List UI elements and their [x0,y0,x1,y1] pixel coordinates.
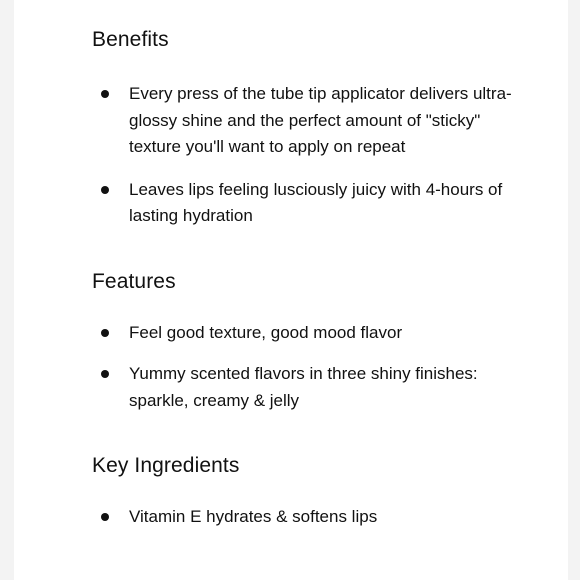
benefits-section [92,26,512,230]
bullet-dot-icon [101,370,109,378]
benefits-list-item [92,177,512,230]
benefits-item-text: Every press of the tube tip applicator delivers ultra-glossy shine and the perfect amount of "sticky" texture you'll want to apply on repeat [129,84,512,156]
bullet-dot-icon [101,186,109,194]
benefits-list [92,81,512,230]
features-section [92,268,512,415]
features-heading: Features [92,269,176,293]
key-ingredients-item-text: Vitamin E hydrates & softens lips [129,507,378,526]
features-item-text: Feel good texture, good mood flavor [129,322,403,342]
key-ingredients-list-item [92,504,512,531]
left-edge-panel [0,0,14,580]
features-list-item [92,361,512,414]
key-ingredients-heading: Key Ingredients [92,454,240,477]
benefits-item-text: Leaves lips feeling lusciously juicy with 4-hours of lasting hydration [129,179,503,225]
benefits-list-item [92,81,512,161]
content-column [92,26,512,531]
key-ingredients-list [92,504,512,531]
key-ingredients-section [92,452,512,531]
bullet-dot-icon [101,90,109,98]
bullet-dot-icon [101,329,109,337]
features-item-text: Yummy scented flavors in three shiny finishes: sparkle, creamy & jelly [129,364,478,410]
features-list [92,320,512,415]
right-edge-panel [568,0,580,580]
benefits-heading: Benefits [92,28,169,51]
bullet-dot-icon [101,513,109,521]
features-list-item [92,320,512,347]
